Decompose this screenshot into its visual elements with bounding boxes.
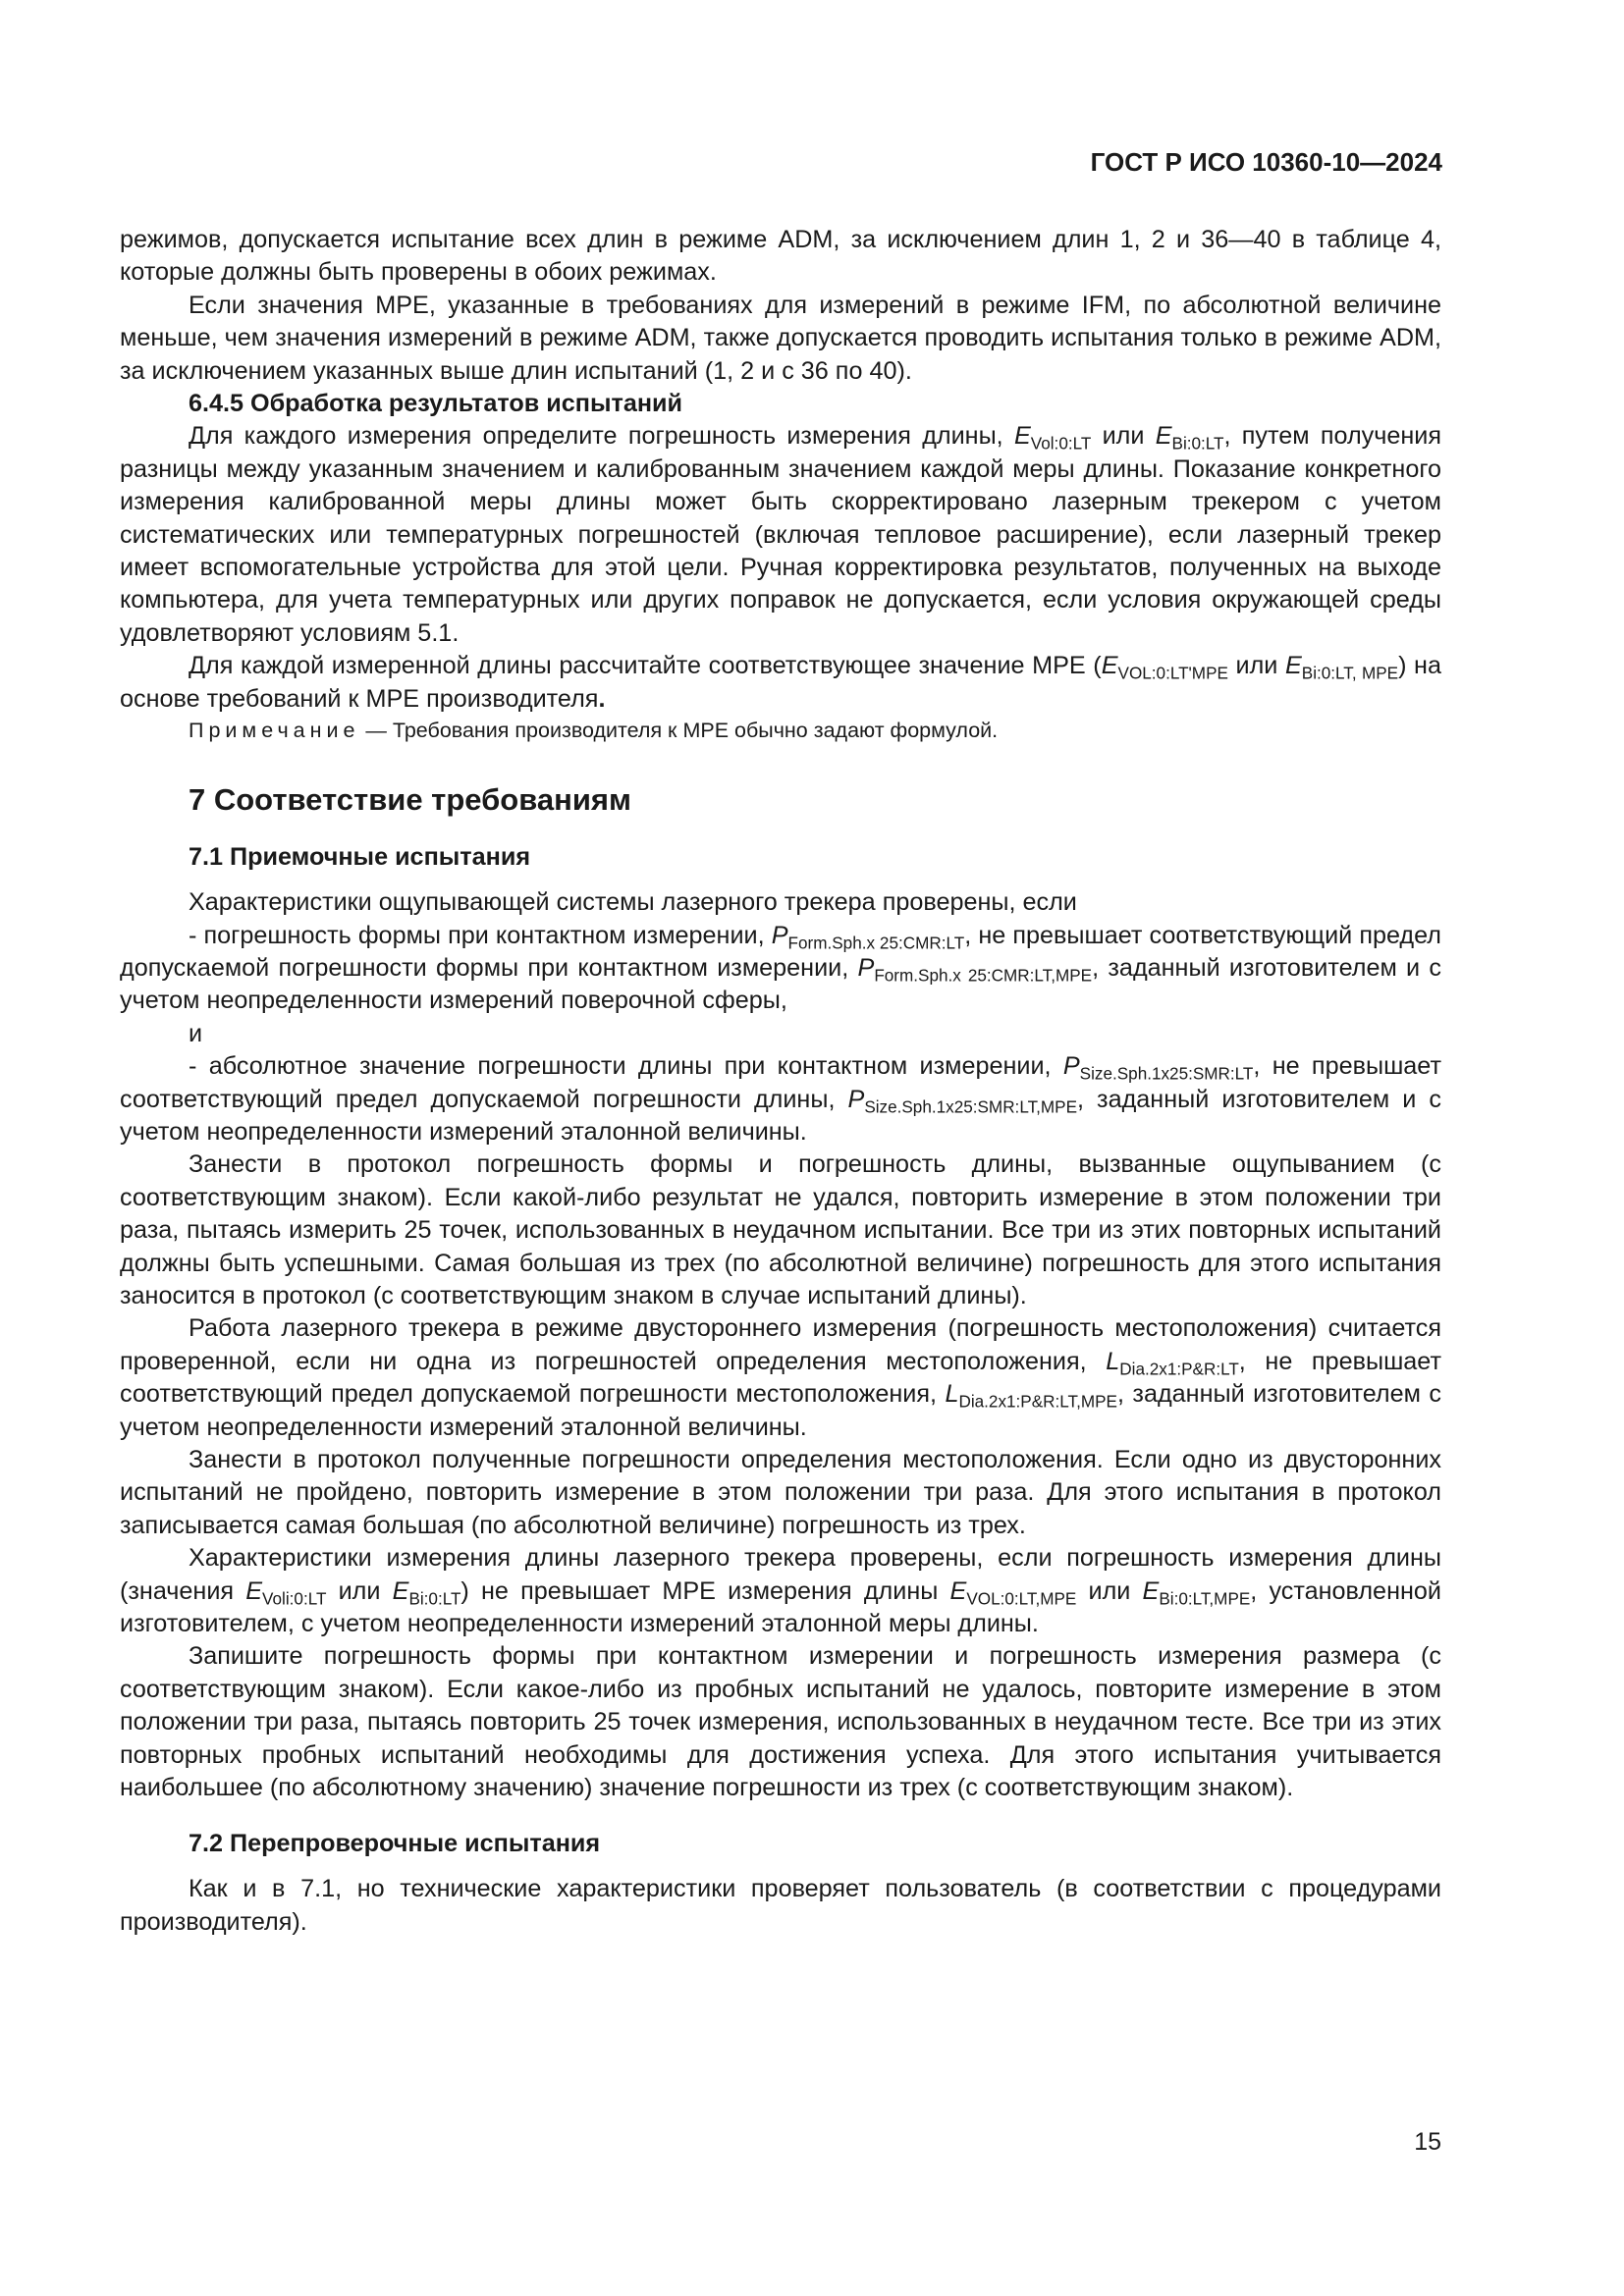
subsection-heading-6-4-5: 6.4.5 Обработка результатов испытаний bbox=[189, 390, 683, 418]
paragraph-length-error: Для каждого измерения определите погрешность измерения длины, $E_{Vol:0:LT}$ или $E_{Bi:0:LT}$, путем получения разницы между указанным значением и калиброванным значением каждой меры длины. Показание конкретного измерения калиброванной меры длины может быть скорректировано лазерным трекером с учетом систематических или температурных погрешностей (включая тепловое расширение), если лазерный трекер имеет вспомогательные устройства для этой цели. Ручная корректировка результатов, полученных на выходе компьютера, для учета температурных или других поправок не допускается, если условия окружающей среды удовлетворяют условиям 5.1. bbox=[120, 422, 1441, 647]
paragraph-reverification: Как и в 7.1, но технические характеристики проверяет пользователь (в соответствии с процедурами производителя). bbox=[120, 1875, 1441, 1936]
section-heading-7: 7 Соответствие требованиям bbox=[189, 782, 631, 818]
paragraph-probing-record: Занести в протокол погрешность формы и погрешность длины, вызванные ощупыванием (с соответствующим знаком). Если какой-либо результат не удался, повторить измерение в этом положении три раза, пытаясь измерить 25 точек, использованных в неудачном испытании. Все три из этих повторных испытаний должны быть успешными. Самая большая из трех (по абсолютной величине) погрешность для этого испытания заносится в протокол (с соответствующим знаком в случае испытаний длины). bbox=[120, 1150, 1441, 1309]
paragraph-location-error: Работа лазерного трекера в режиме двустороннего измерения (погрешность местоположения) считается проверенной, если ни одна из погрешностей определения местоположения, $L_{Dia.2x1:P\&R:LT}$, не превышает соответствующий предел допускаемой погрешности местоположения, $L_{Dia.2x1:P\&R:LT,MPE}$, заданный изготовителем с учетом неопределенности измерений эталонной величины. bbox=[120, 1314, 1441, 1441]
paragraph-form-error: - погрешность формы при контактном измерении, $P_{Form.Sph.x 25:CMR:LT}$, не превышает соответствующий предел допускаемой погрешности формы при контактном измерении, $P_{Form.Sph.x 25:CMR:LT,MPE}$, заданный изготовителем и с учетом неопределенности измерений поверочной сферы, bbox=[120, 921, 1441, 1015]
paragraph-location-record: Занести в протокол полученные погрешности определения местоположения. Если одно из двусторонних испытаний не пройдено, повторить измерение в этом положении три раза. Для этого испытания в протокол записывается самая большая (по абсолютной величине) погрешность из трех. bbox=[120, 1446, 1441, 1539]
paragraph-and: и bbox=[189, 1019, 203, 1047]
subsection-heading-7-1: 7.1 Приемочные испытания bbox=[189, 843, 531, 872]
paragraph-ifm-mpe: Если значения MPE, указанные в требованиях для измерений в режиме IFM, по абсолютной величине меньше, чем значения измерений в режиме ADM, также допускается проводить испытания только в режиме ADM, за исключением указанных выше длин испытаний (1, 2 и с 36 по 40). bbox=[120, 291, 1441, 385]
subsection-heading-7-2: 7.2 Перепроверочные испытания bbox=[189, 1830, 601, 1858]
page-number: 15 bbox=[1414, 2128, 1441, 2156]
paragraph-adm-modes: режимов, допускается испытание всех длин в режиме ADM, за исключением длин 1, 2 и 36—40 в таблице 4, которые должны быть проверены в обоих режимах. bbox=[120, 226, 1441, 287]
paragraph-size-record: Запишите погрешность формы при контактном измерении и погрешность измерения размера (с соответствующим знаком). Если какое-либо из пробных испытаний не удалось, повторите измерение в этом положении три раза, пытаясь повторить 25 точек измерения, использованных в неудачном тесте. Все три из этих повторных пробных испытаний необходимы для достижения успеха. Для этого испытания учитывается наибольшее (по абсолютному значению) значение погрешности из трех (с соответствующим знаком). bbox=[120, 1642, 1441, 1802]
document-header-id: ГОСТ Р ИСО 10360-10—2024 bbox=[1090, 147, 1442, 177]
paragraph-size-error: - абсолютное значение погрешности длины при контактном измерении, $P_{Size.Sph.1x25:SMR:LT}$, не превышает соответствующий предел допускаемой погрешности длины, $P_{Size.Sph.1x25:SMR:LT,MPE}$, заданный изготовителем и с учетом неопределенности измерений эталонной величины. bbox=[120, 1052, 1441, 1146]
paragraph-length-characteristics: Характеристики измерения длины лазерного трекера проверены, если погрешность измерения длины (значения $E_{Voli:0:LT}$ или $E_{Bi:0:LT}$) не превышает MPE измерения длины $E_{VOL:0:LT,MPE}$ или $E_{Bi:0:LT,MPE}$, установленной изготовителем, с учетом неопределенности измерений эталонной меры длины. bbox=[120, 1544, 1441, 1638]
paragraph-probing-conditions: Характеристики ощупывающей системы лазерного трекера проверены, если bbox=[189, 888, 1077, 917]
note-mpe-formula: Примечание — Требования производителя к MPE обычно задают формулой. bbox=[189, 719, 999, 743]
document-body bbox=[120, 224, 1441, 1939]
paragraph-mpe-calc: Для каждой измеренной длины рассчитайте соответствующее значение MPE ($E_{VOL:0:LT'MPE}$ или $E_{Bi:0:LT, MPE}$) на основе требований к MPE производителя. bbox=[120, 652, 1441, 713]
